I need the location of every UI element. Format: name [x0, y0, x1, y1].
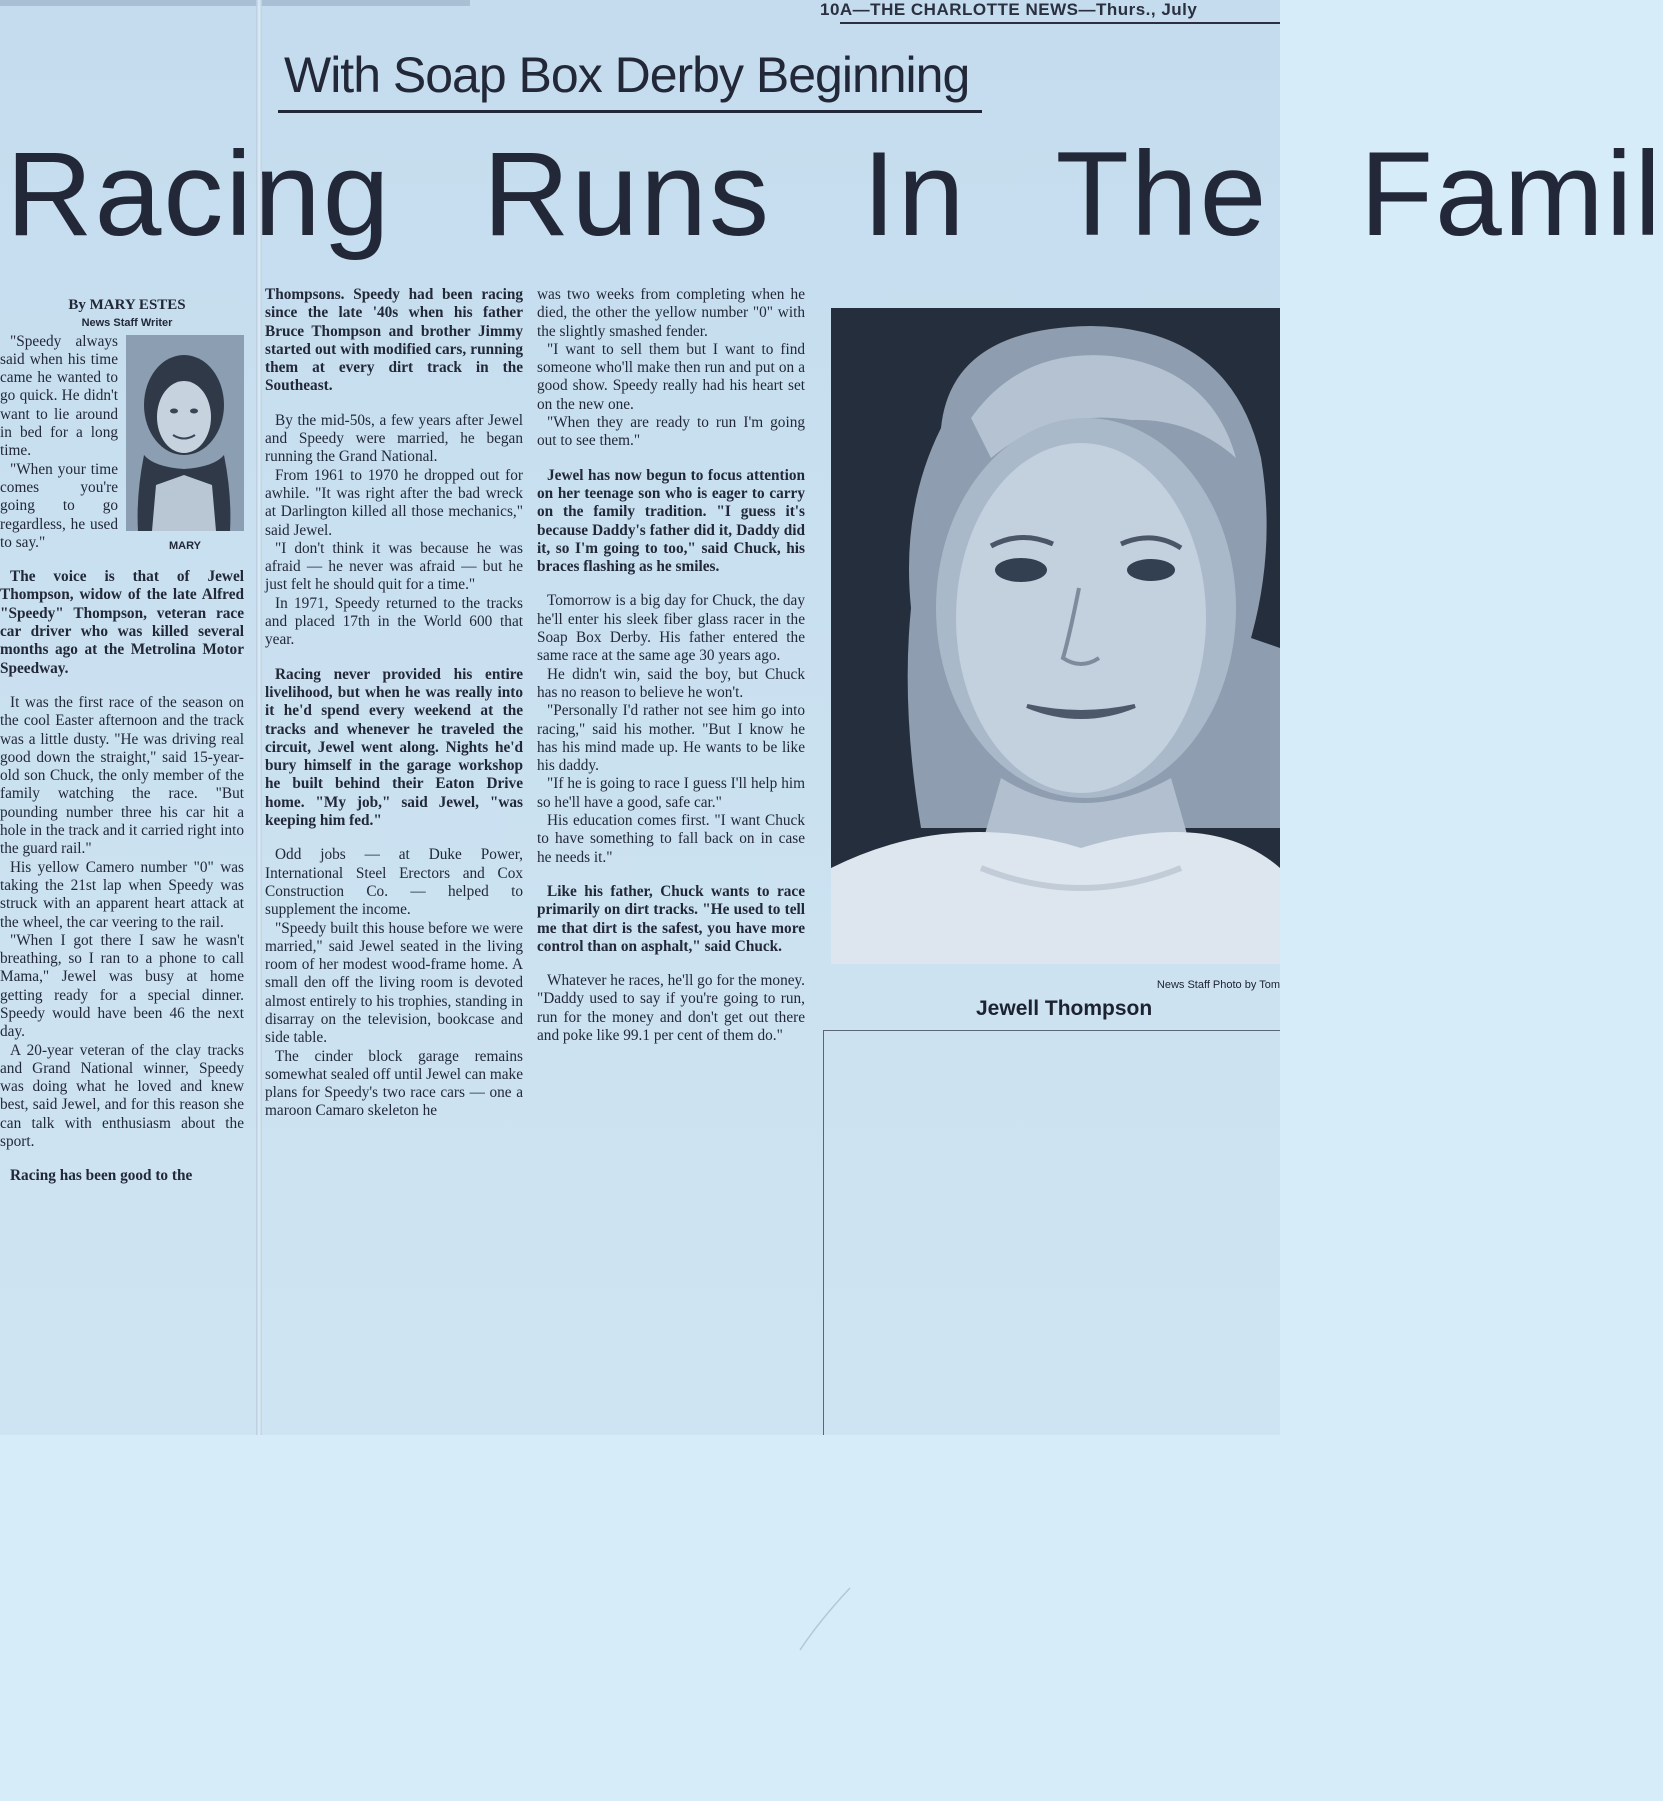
col3-para-4: Jewel has now begun to focus attention on her teenage son who is eager to carry on the family tradition. "I guess it's because Daddy's father did it, Daddy did it, so I'm going to too," said Chuck, his braces flashing as he smiles. [537, 466, 805, 576]
col1-para-4: It was the first race of the season on the cool Easter afternoon and the track was a little dusty. "He was driving real good down the straight," said 15-year-old son Chuck, the only member of the family watching the race. "But pounding number three his car hit a hole in the track and it carried right into the guard rail." [0, 693, 244, 858]
col2-para-9: The cinder block garage remains somewhat sealed off until Jewel can make plans for Speedy's two race cars — one a maroon Camaro skeleton he [265, 1047, 523, 1120]
photo-caption: Jewell Thompson [976, 997, 1153, 1020]
col1-para-5: His yellow Camero number "0" was taking the 21st lap when Speedy was struck with an apparent heart attack at the wheel, the car veering to the rail. [0, 858, 244, 931]
byline-title: News Staff Writer [81, 317, 173, 330]
article-column-1 [0, 296, 244, 1436]
col3-para-3: "When they are ready to run I'm going out to see them." [537, 414, 805, 450]
caption-rule [824, 1030, 1280, 1031]
col3-para-1: was two weeks from completing when he died, the other the yellow number "0" with the slightly smashed fender. [537, 286, 805, 340]
col3-para-5: Tomorrow is a big day for Chuck, the day he'll enter his sleek fiber glass racer in the Soap Box Derby. His father entered the same race at the same age 30 years ago. [537, 592, 805, 665]
col3-para-6: He didn't win, said the boy, but Chuck has no reason to believe he won't. [537, 665, 805, 701]
col2-para-8: "Speedy built this house before we were married," said Jewel seated in the living room of her modest wood-frame home. A small den off the living room is devoted almost entirely to his trophies, standing in disarray on the television, bookcase and side table. [265, 919, 523, 1047]
col2-para-5: In 1971, Speedy returned to the tracks and placed 17th in the World 600 that year. [265, 594, 523, 649]
feature-photo [831, 308, 1280, 964]
fold-shadow-top [0, 0, 470, 6]
col2-para-2: By the mid-50s, a few years after Jewel and Speedy were married, he began running the Grand National. [265, 411, 523, 466]
col2-para-3: From 1961 to 1970 he dropped out for awhile. "It was right after the bad wreck at Darlington killed all those mechanics," said Jewel. [265, 466, 523, 539]
kicker-headline: With Soap Box Derby Beginning [284, 47, 970, 103]
col1-para-8: Racing has been good to the [10, 1167, 193, 1185]
col3-para-8: "If he is going to race I guess I'll help him so he'll have a good, safe car." [537, 775, 805, 811]
main-headline: Racing Runs In The Famil [6, 127, 1663, 261]
column-rule [823, 1030, 824, 1435]
col1-para-6: "When I got there I saw he wasn't breathing, so I ran to a phone to call Mama," Jewel was busy at home getting ready for a special dinner. Speedy would have been 46 the next day. [0, 931, 244, 1041]
col3-para-7: "Personally I'd rather not see him go into racing," said his mother. "But I know he has his mind made up. He wants to be like his daddy. [537, 702, 805, 775]
col2-para-1: Thompsons. Speedy had been racing since the late '40s when his father Bruce Thompson and brother Jimmy started out with modified cars, running them at every dirt track in the Southeast. [265, 286, 523, 395]
col2-para-6: Racing never provided his entire livelihood, but when he was really into it he'd spend every weekend at the tracks and whenever he traveled the circuit, Jewel went along. Nights he'd bury himself in the garage workshop he built behind their Eaton Drive home. "My job," said Jewel, "was keeping him fed." [265, 665, 523, 830]
col1-para-2: "When your time comes you're going to go regardless, he used to say." [0, 460, 118, 551]
col3-para-2: "I want to sell them but I want to find someone who'll make then run and put on a good show. Speedy really had his heart set on the new one. [537, 340, 805, 413]
kicker-rule [278, 110, 982, 113]
col1-para-3: The voice is that of Jewel Thompson, widow of the late Alfred "Speedy" Thompson, veteran race car driver who was killed several months ago at the Metrolina Motor Speedway. [0, 568, 244, 677]
byline-author: By MARY ESTES [68, 297, 186, 313]
author-photo [126, 335, 244, 531]
col3-para-9: His education comes first. "I want Chuck to have something to fall back on in case he needs it." [537, 812, 805, 866]
col1-para-1: "Speedy always said when his time came he wanted to go quick. He didn't want to lie around in bed for a long time. [0, 332, 118, 460]
col2-para-4: "I don't think it was because he was afraid — he never was afraid — but he just felt he should quit for a time." [265, 539, 523, 594]
jewell-thompson-portrait-image [831, 308, 1280, 964]
paper-scratch-mark [790, 1580, 870, 1660]
col3-para-10: Like his father, Chuck wants to race primarily on dirt tracks. "He used to tell me that dirt is the safest, you have more control than on asphalt," said Chuck. [537, 882, 805, 955]
mugshot-caption: MARY [169, 539, 201, 552]
page-dateline: 10A—THE CHARLOTTE NEWS—Thurs., July [820, 0, 1198, 19]
author-mugshot [126, 335, 244, 552]
author-portrait-image [126, 335, 244, 531]
col3-para-11: Whatever he races, he'll go for the money. "Daddy used to say if you're going to run, run for the money and don't get out there and poke like 99.1 per cent of them do." [537, 972, 805, 1044]
article-column-2 [265, 286, 523, 1434]
article-column-3 [537, 286, 805, 1434]
photo-credit: News Staff Photo by Tom [1156, 979, 1280, 991]
col2-para-7: Odd jobs — at Duke Power, International Steel Erectors and Cox Construction Co. — helped to supplement the income. [265, 846, 523, 919]
col1-para-7: A 20-year veteran of the clay tracks and Grand National winner, Speedy was doing what he loved and knew best, said Jewel, and for this reason she can talk with enthusiasm about the sport. [0, 1041, 244, 1151]
dateline-rule [840, 22, 1280, 24]
